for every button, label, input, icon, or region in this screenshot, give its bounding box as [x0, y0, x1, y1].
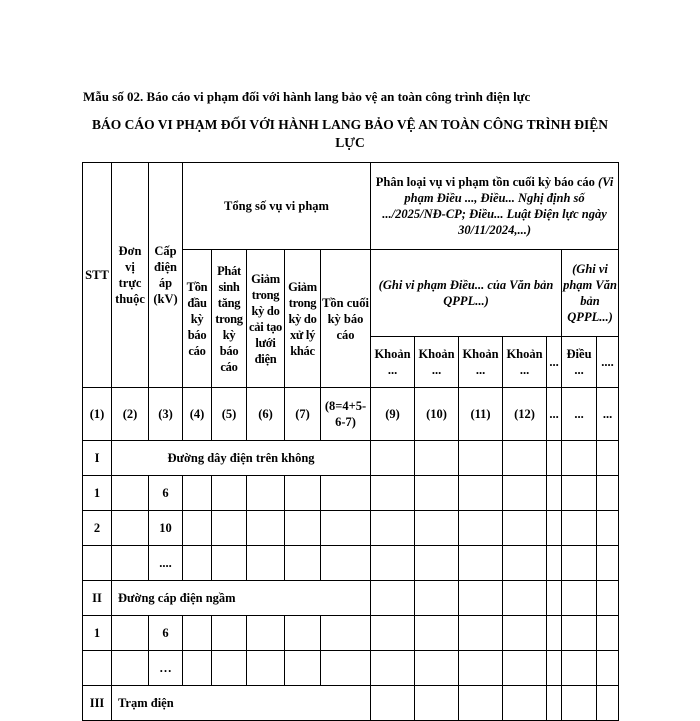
header-reduced-other: Giảm trong kỳ do xử lý khác — [285, 250, 321, 388]
table-row — [83, 476, 619, 511]
table-row — [83, 616, 619, 651]
header-new: Phát sinh tăng trong kỳ báo cáo — [212, 250, 247, 388]
section-number: II — [83, 581, 112, 616]
header-row-1 — [83, 163, 619, 250]
col-number: (5) — [212, 388, 247, 441]
row-voltage: 6 — [149, 616, 183, 651]
header-dots-2: .... — [597, 337, 619, 388]
column-number-row — [83, 388, 619, 441]
col-number: (10) — [415, 388, 459, 441]
header-khoan-4: Khoản ... — [503, 337, 547, 388]
row-voltage: .... — [149, 546, 183, 581]
col-number: (12) — [503, 388, 547, 441]
header-dots: ... — [547, 337, 562, 388]
row-stt: 2 — [83, 511, 112, 546]
col-number: ... — [597, 388, 619, 441]
section-number: III — [83, 686, 112, 721]
table-row — [83, 546, 619, 581]
section-row — [83, 441, 619, 476]
header-stt: STT — [83, 163, 112, 388]
col-number: (2) — [112, 388, 149, 441]
row-unit[interactable] — [112, 511, 149, 546]
report-title: BÁO CÁO VI PHẠM ĐỐI VỚI HÀNH LANG BẢO VỆ AN TOÀN CÔNG TRÌNH ĐIỆN LỰC — [91, 117, 609, 150]
header-group-2: (Ghi vi phạm Văn bản QPPL...) — [562, 250, 619, 337]
col-number: (9) — [371, 388, 415, 441]
header-khoan-2: Khoản ... — [415, 337, 459, 388]
header-total: Tổng số vụ vi phạm — [183, 163, 371, 250]
col-number: (4) — [183, 388, 212, 441]
form-label: Mẫu số 02. Báo cáo vi phạm đối với hành lang bảo vệ an toàn công trình điện lực — [83, 89, 531, 104]
section-number: I — [83, 441, 112, 476]
section-row — [83, 581, 619, 616]
row-stt: 1 — [83, 476, 112, 511]
col-number: (1) — [83, 388, 112, 441]
section-row — [83, 686, 619, 721]
col-number: (3) — [149, 388, 183, 441]
col-number: (6) — [247, 388, 285, 441]
col-number: (11) — [459, 388, 503, 441]
header-khoan-3: Khoản ... — [459, 337, 503, 388]
row-stt — [83, 546, 112, 581]
section-label: Đường dây điện trên không — [112, 441, 371, 476]
table-row — [83, 651, 619, 686]
col-number: (7) — [285, 388, 321, 441]
row-unit[interactable] — [112, 651, 149, 686]
header-dieu: Điều ... — [562, 337, 597, 388]
header-begin: Tồn đầu kỳ báo cáo — [183, 250, 212, 388]
header-classify — [371, 163, 619, 250]
col-number: ... — [547, 388, 562, 441]
header-classify-note: (Vi phạm Điều ..., Điều... Nghị định số .../2025/NĐ-CP; Điều... Luật Điện lực ngày 30/11/2024,...) — [382, 175, 614, 237]
header-reduced-fix: Giảm trong kỳ do cải tạo lưới điện — [247, 250, 285, 388]
row-unit[interactable] — [112, 616, 149, 651]
section-label: Đường cáp điện ngầm — [112, 581, 371, 616]
row-voltage: 10 — [149, 511, 183, 546]
header-voltage: Cấp điện áp (kV) — [149, 163, 183, 388]
report-table — [82, 162, 619, 721]
row-voltage: 6 — [149, 476, 183, 511]
header-end: Tồn cuối kỳ báo cáo — [321, 250, 371, 388]
header-unit: Đơn vị trực thuộc — [112, 163, 149, 388]
table-row — [83, 511, 619, 546]
header-group-1: (Ghi vi phạm Điều... của Văn bản QPPL...) — [371, 250, 562, 337]
col-number: (8=4+5-6-7) — [321, 388, 371, 441]
row-stt: 1 — [83, 616, 112, 651]
col-number: ... — [562, 388, 597, 441]
row-unit[interactable] — [112, 476, 149, 511]
row-voltage: … — [149, 651, 183, 686]
row-stt — [83, 651, 112, 686]
header-classify-label: Phân loại vụ vi phạm tồn cuối kỳ báo cáo — [375, 175, 595, 189]
header-khoan-1: Khoản ... — [371, 337, 415, 388]
row-unit[interactable] — [112, 546, 149, 581]
section-label: Trạm điện — [112, 686, 371, 721]
